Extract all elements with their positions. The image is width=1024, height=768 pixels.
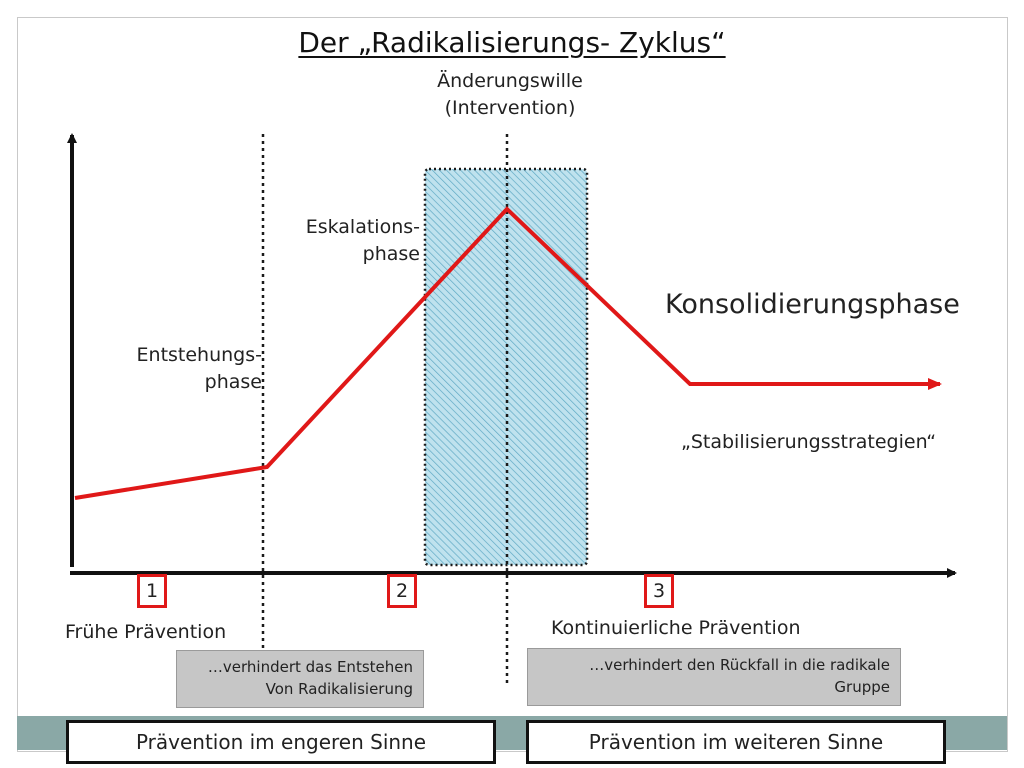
broad-prevention-box [526, 720, 946, 764]
marker-3-text: 3 [652, 580, 666, 602]
narrow-prevention-box [66, 720, 496, 764]
marker-1 [137, 574, 167, 608]
page-title-text: Der „Radikalisierungs- Zyklus“ [298, 26, 726, 59]
intervention-label [400, 68, 620, 122]
early-note-line2: Von Radikalisierung [265, 680, 413, 698]
continuous-note-line2: Gruppe [834, 678, 890, 696]
escalation-phase-label [280, 214, 420, 268]
intervention-label-line1: Änderungswille [437, 70, 583, 92]
marker-3 [644, 574, 674, 608]
stabilization-strategies-label: „Stabilisierungsstrategien“ [681, 431, 937, 453]
marker-2-text: 2 [395, 580, 409, 602]
escalation-phase-line2: phase [362, 243, 420, 265]
continuous-prevention-label: Kontinuierliche Prävention [551, 617, 801, 639]
continuous-note-line1: …verhindert den Rückfall in die radikale [589, 656, 890, 674]
narrow-prevention-text: Prävention im engeren Sinne [135, 730, 427, 754]
early-prevention-label: Frühe Prävention [65, 621, 227, 643]
marker-1-text: 1 [145, 580, 159, 602]
continuous-prevention-note [527, 648, 901, 706]
emergence-phase-line1: Entstehungs- [136, 344, 262, 366]
emergence-phase-line2: phase [204, 371, 262, 393]
page-title [0, 26, 1024, 59]
marker-2 [387, 574, 417, 608]
escalation-phase-line1: Eskalations- [305, 216, 420, 238]
broad-prevention-text: Prävention im weiteren Sinne [588, 730, 884, 754]
consolidation-phase-label: Konsolidierungsphase [665, 289, 960, 320]
early-note-line1: …verhindert das Entstehen [207, 658, 413, 676]
early-prevention-note [176, 650, 424, 708]
emergence-phase-label [100, 342, 262, 396]
intervention-label-line2: (Intervention) [444, 97, 576, 119]
